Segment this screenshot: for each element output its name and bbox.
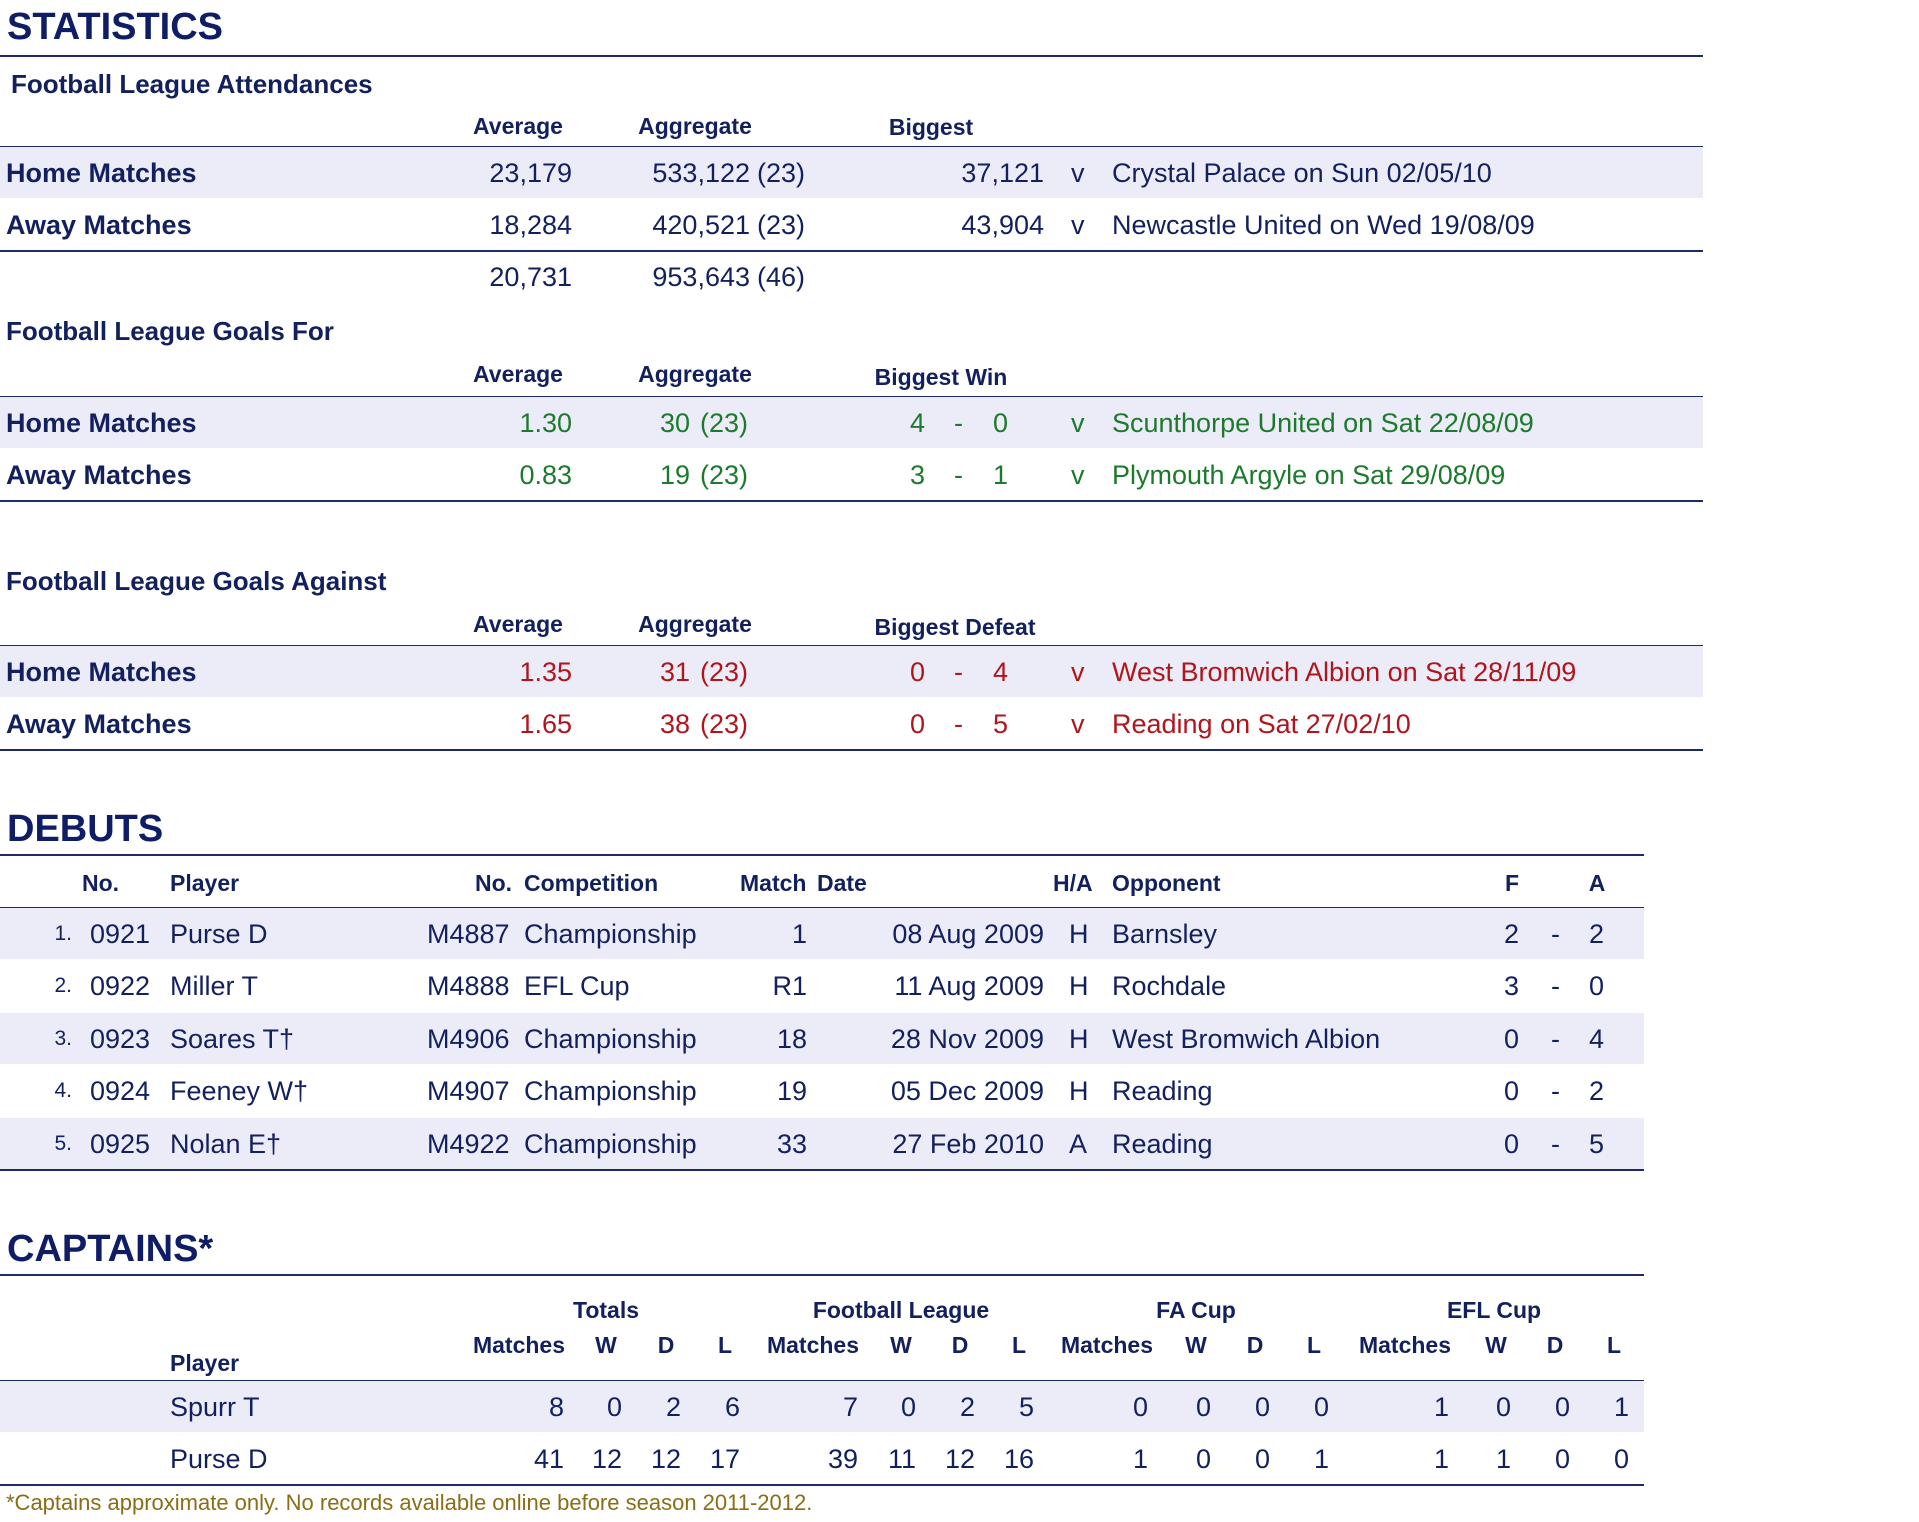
biggest-detail: Newcastle United on Wed 19/08/09 bbox=[1112, 210, 1535, 240]
facup-matches: 0 bbox=[1132, 1392, 1148, 1422]
score-for: 2 bbox=[1504, 919, 1520, 949]
aggregate-value: 19 bbox=[659, 460, 690, 490]
score-dash: - bbox=[1551, 1076, 1560, 1106]
opponent: Reading bbox=[1112, 1076, 1213, 1106]
score-against: 2 bbox=[1589, 1076, 1605, 1106]
total-average: 20,731 bbox=[489, 262, 572, 292]
col-header-f: F bbox=[1504, 870, 1520, 896]
eflcup-w: 1 bbox=[1495, 1444, 1511, 1474]
group-header-football-league: Football League bbox=[812, 1297, 990, 1323]
match-no: M4888 bbox=[427, 971, 510, 1001]
col-header-l: L bbox=[717, 1332, 733, 1358]
row-index: 5. bbox=[54, 1132, 72, 1155]
totals-d: 12 bbox=[650, 1444, 681, 1474]
row-index: 1. bbox=[54, 922, 72, 945]
versus: v bbox=[1071, 408, 1085, 438]
score-dash: - bbox=[954, 460, 963, 490]
col-header-average: Average bbox=[473, 361, 563, 387]
versus: v bbox=[1071, 158, 1085, 188]
biggest-value: 43,904 bbox=[961, 210, 1044, 240]
score-for: 0 bbox=[1504, 1024, 1520, 1054]
score-against: 4 bbox=[993, 657, 1009, 687]
score-for: 0 bbox=[1504, 1129, 1520, 1159]
col-header-biggest-defeat: Biggest Defeat bbox=[874, 614, 1036, 640]
match-date: 08 Aug 2009 bbox=[892, 919, 1044, 949]
player-name: Spurr T bbox=[170, 1392, 260, 1422]
col-header-player: Player bbox=[170, 1350, 240, 1376]
total-games: (46) bbox=[757, 262, 806, 292]
totals-w: 12 bbox=[591, 1444, 622, 1474]
aggregate-value: 30 bbox=[659, 408, 690, 438]
col-header-aggregate: Aggregate bbox=[638, 113, 752, 139]
attendance-row-away bbox=[0, 199, 1703, 251]
games-count: (23) bbox=[700, 657, 749, 687]
versus: v bbox=[1071, 709, 1085, 739]
totals-matches: 41 bbox=[533, 1444, 564, 1474]
row-label: Away Matches bbox=[6, 210, 192, 240]
player-name: Purse D bbox=[170, 1444, 268, 1474]
divider bbox=[0, 854, 1644, 856]
biggest-detail: Plymouth Argyle on Sat 29/08/09 bbox=[1112, 460, 1506, 490]
row-label: Away Matches bbox=[6, 709, 192, 739]
captains-title: CAPTAINS* bbox=[7, 1228, 214, 1270]
match-no: M4887 bbox=[427, 919, 510, 949]
eflcup-matches: 1 bbox=[1433, 1392, 1449, 1422]
divider bbox=[0, 1484, 1644, 1486]
home-away: A bbox=[1069, 1129, 1088, 1159]
col-header-competition: Competition bbox=[524, 870, 659, 896]
versus: v bbox=[1071, 657, 1085, 687]
score-against: 1 bbox=[993, 460, 1009, 490]
games-count: (23) bbox=[757, 158, 806, 188]
captain-row bbox=[0, 1433, 1644, 1485]
totals-w: 0 bbox=[606, 1392, 622, 1422]
goals-against-row-home bbox=[0, 646, 1703, 698]
score-dash: - bbox=[954, 709, 963, 739]
player-no: 0922 bbox=[90, 971, 151, 1001]
col-header-matches: Matches bbox=[766, 1332, 860, 1358]
col-header-ha: H/A bbox=[1053, 870, 1093, 896]
debuts-title: DEBUTS bbox=[7, 808, 164, 850]
average-value: 1.65 bbox=[519, 709, 572, 739]
league-d: 2 bbox=[959, 1392, 975, 1422]
aggregate-value: 38 bbox=[659, 709, 690, 739]
col-header-matches: Matches bbox=[1060, 1332, 1154, 1358]
biggest-detail: Reading on Sat 27/02/10 bbox=[1112, 709, 1411, 739]
home-away: H bbox=[1069, 919, 1089, 949]
col-header-l: L bbox=[1011, 1332, 1027, 1358]
competition: Championship bbox=[524, 919, 697, 949]
match-date: 11 Aug 2009 bbox=[894, 971, 1044, 1001]
debut-row bbox=[0, 908, 1644, 960]
attendances-title: Football League Attendances bbox=[11, 69, 373, 99]
eflcup-d: 0 bbox=[1554, 1392, 1570, 1422]
score-against: 5 bbox=[993, 709, 1009, 739]
home-away: H bbox=[1069, 1076, 1089, 1106]
col-header-d: D bbox=[1546, 1332, 1564, 1358]
col-header-w: W bbox=[1185, 1332, 1207, 1358]
facup-w: 0 bbox=[1195, 1392, 1211, 1422]
total-aggregate: 953,643 bbox=[652, 262, 750, 292]
versus: v bbox=[1071, 460, 1085, 490]
divider bbox=[0, 55, 1703, 57]
score-dash: - bbox=[954, 657, 963, 687]
match-no: M4922 bbox=[427, 1129, 510, 1159]
aggregate-value: 420,521 bbox=[652, 210, 750, 240]
league-matches: 39 bbox=[827, 1444, 858, 1474]
competition: Championship bbox=[524, 1076, 697, 1106]
group-header-totals: Totals bbox=[572, 1297, 640, 1323]
average-value: 18,284 bbox=[489, 210, 572, 240]
match-no: M4907 bbox=[427, 1076, 510, 1106]
divider bbox=[0, 1274, 1644, 1276]
col-header-average: Average bbox=[473, 611, 563, 637]
col-header-w: W bbox=[595, 1332, 617, 1358]
games-count: (23) bbox=[757, 210, 806, 240]
col-header-aggregate: Aggregate bbox=[638, 361, 752, 387]
goals-for-title: Football League Goals For bbox=[6, 316, 334, 346]
eflcup-d: 0 bbox=[1554, 1444, 1570, 1474]
opponent: West Bromwich Albion bbox=[1112, 1024, 1381, 1054]
score-for: 0 bbox=[909, 709, 925, 739]
col-header-average: Average bbox=[473, 113, 563, 139]
eflcup-l: 0 bbox=[1613, 1444, 1629, 1474]
player-name: Feeney W† bbox=[170, 1076, 309, 1106]
average-value: 23,179 bbox=[489, 158, 572, 188]
debut-row bbox=[0, 1065, 1644, 1117]
match-round: 33 bbox=[776, 1129, 807, 1159]
opponent: Reading bbox=[1112, 1129, 1213, 1159]
captains-footnote: *Captains approximate only. No records available online before season 2011-2012. bbox=[6, 1490, 813, 1515]
debut-row bbox=[0, 1118, 1644, 1170]
score-against: 0 bbox=[993, 408, 1009, 438]
score-against: 5 bbox=[1589, 1129, 1605, 1159]
average-value: 0.83 bbox=[519, 460, 572, 490]
match-date: 05 Dec 2009 bbox=[890, 1076, 1044, 1106]
match-date: 27 Feb 2010 bbox=[892, 1129, 1044, 1159]
row-label: Home Matches bbox=[6, 657, 197, 687]
row-index: 3. bbox=[54, 1027, 72, 1050]
versus: v bbox=[1071, 210, 1085, 240]
goals-for-row-away bbox=[0, 449, 1703, 501]
row-label: Home Matches bbox=[6, 408, 197, 438]
debut-row bbox=[0, 1013, 1644, 1065]
league-w: 0 bbox=[900, 1392, 916, 1422]
col-header-d: D bbox=[1246, 1332, 1264, 1358]
col-header-date: Date bbox=[817, 870, 867, 896]
score-dash: - bbox=[954, 408, 963, 438]
match-no: M4906 bbox=[427, 1024, 510, 1054]
score-dash: - bbox=[1551, 971, 1560, 1001]
attendance-row-total bbox=[0, 251, 1703, 303]
col-header-d: D bbox=[951, 1332, 969, 1358]
eflcup-l: 1 bbox=[1613, 1392, 1629, 1422]
facup-d: 0 bbox=[1254, 1392, 1270, 1422]
attendance-row-home bbox=[0, 147, 1703, 199]
match-round: 19 bbox=[776, 1076, 807, 1106]
col-header-matches: Matches bbox=[1358, 1332, 1452, 1358]
col-header-aggregate: Aggregate bbox=[638, 611, 752, 637]
facup-l: 0 bbox=[1313, 1392, 1329, 1422]
league-l: 5 bbox=[1018, 1392, 1034, 1422]
facup-d: 0 bbox=[1254, 1444, 1270, 1474]
score-dash: - bbox=[1551, 919, 1560, 949]
match-round: 1 bbox=[791, 919, 807, 949]
player-no: 0923 bbox=[90, 1024, 151, 1054]
facup-l: 1 bbox=[1313, 1444, 1329, 1474]
league-matches: 7 bbox=[842, 1392, 858, 1422]
row-index: 2. bbox=[54, 974, 72, 997]
score-against: 4 bbox=[1589, 1024, 1605, 1054]
match-date: 28 Nov 2009 bbox=[890, 1024, 1044, 1054]
opponent: Rochdale bbox=[1112, 971, 1227, 1001]
col-header-l: L bbox=[1606, 1332, 1622, 1358]
games-count: (23) bbox=[700, 709, 749, 739]
divider bbox=[0, 749, 1703, 751]
col-header-biggest-win: Biggest Win bbox=[874, 364, 1008, 390]
col-header-d: D bbox=[657, 1332, 675, 1358]
col-header-w: W bbox=[890, 1332, 912, 1358]
score-for: 3 bbox=[909, 460, 925, 490]
league-l: 16 bbox=[1003, 1444, 1034, 1474]
statistics-title: STATISTICS bbox=[7, 6, 224, 48]
league-w: 11 bbox=[887, 1444, 916, 1474]
eflcup-matches: 1 bbox=[1433, 1444, 1449, 1474]
biggest-detail: Crystal Palace on Sun 02/05/10 bbox=[1112, 158, 1492, 188]
average-value: 1.35 bbox=[519, 657, 572, 687]
group-header-efl-cup: EFL Cup bbox=[1446, 1297, 1542, 1323]
home-away: H bbox=[1069, 971, 1089, 1001]
col-header-match-no: No. bbox=[475, 870, 513, 896]
row-label: Away Matches bbox=[6, 460, 192, 490]
col-header-w: W bbox=[1485, 1332, 1507, 1358]
totals-d: 2 bbox=[665, 1392, 681, 1422]
score-dash: - bbox=[1551, 1024, 1560, 1054]
league-d: 12 bbox=[944, 1444, 975, 1474]
games-count: (23) bbox=[700, 408, 749, 438]
match-round: 18 bbox=[776, 1024, 807, 1054]
player-no: 0925 bbox=[90, 1129, 151, 1159]
games-count: (23) bbox=[700, 460, 749, 490]
aggregate-value: 31 bbox=[659, 657, 690, 687]
col-header-l: L bbox=[1306, 1332, 1322, 1358]
debut-row bbox=[0, 960, 1644, 1012]
player-name: Purse D bbox=[170, 919, 268, 949]
score-for: 3 bbox=[1504, 971, 1520, 1001]
match-round: R1 bbox=[772, 971, 807, 1001]
row-index: 4. bbox=[54, 1079, 72, 1102]
totals-l: 6 bbox=[724, 1392, 740, 1422]
eflcup-w: 0 bbox=[1495, 1392, 1511, 1422]
col-header-player: Player bbox=[170, 870, 240, 896]
player-name: Soares T† bbox=[170, 1024, 295, 1054]
captain-row bbox=[0, 1381, 1644, 1433]
biggest-value: 37,121 bbox=[961, 158, 1044, 188]
totals-l: 17 bbox=[709, 1444, 740, 1474]
competition: EFL Cup bbox=[524, 971, 630, 1001]
col-header-matches: Matches bbox=[472, 1332, 566, 1358]
col-header-a: A bbox=[1588, 870, 1606, 896]
row-label: Home Matches bbox=[6, 158, 197, 188]
opponent: Barnsley bbox=[1112, 919, 1218, 949]
player-name: Nolan E† bbox=[170, 1129, 282, 1159]
aggregate-value: 533,122 bbox=[652, 158, 750, 188]
score-against: 0 bbox=[1589, 971, 1605, 1001]
goals-against-title: Football League Goals Against bbox=[6, 566, 387, 596]
col-header-no: No. bbox=[82, 870, 120, 896]
divider bbox=[0, 500, 1703, 502]
competition: Championship bbox=[524, 1129, 697, 1159]
col-header-match: Match bbox=[740, 870, 807, 896]
score-dash: - bbox=[1551, 1129, 1560, 1159]
group-header-fa-cup: FA Cup bbox=[1156, 1297, 1236, 1323]
average-value: 1.30 bbox=[519, 408, 572, 438]
col-header-opponent: Opponent bbox=[1112, 870, 1221, 896]
player-name: Miller T bbox=[170, 971, 259, 1001]
facup-w: 0 bbox=[1195, 1444, 1211, 1474]
score-for: 0 bbox=[909, 657, 925, 687]
score-for: 4 bbox=[909, 408, 925, 438]
home-away: H bbox=[1069, 1024, 1089, 1054]
divider bbox=[0, 1169, 1644, 1171]
score-for: 0 bbox=[1504, 1076, 1520, 1106]
player-no: 0921 bbox=[90, 919, 151, 949]
totals-matches: 8 bbox=[548, 1392, 564, 1422]
player-no: 0924 bbox=[90, 1076, 151, 1106]
competition: Championship bbox=[524, 1024, 697, 1054]
facup-matches: 1 bbox=[1132, 1444, 1148, 1474]
score-against: 2 bbox=[1589, 919, 1605, 949]
biggest-detail: Scunthorpe United on Sat 22/08/09 bbox=[1112, 408, 1534, 438]
col-header-biggest: Biggest bbox=[888, 114, 974, 140]
goals-against-row-away bbox=[0, 698, 1703, 750]
biggest-detail: West Bromwich Albion on Sat 28/11/09 bbox=[1112, 657, 1577, 687]
goals-for-row-home bbox=[0, 397, 1703, 449]
